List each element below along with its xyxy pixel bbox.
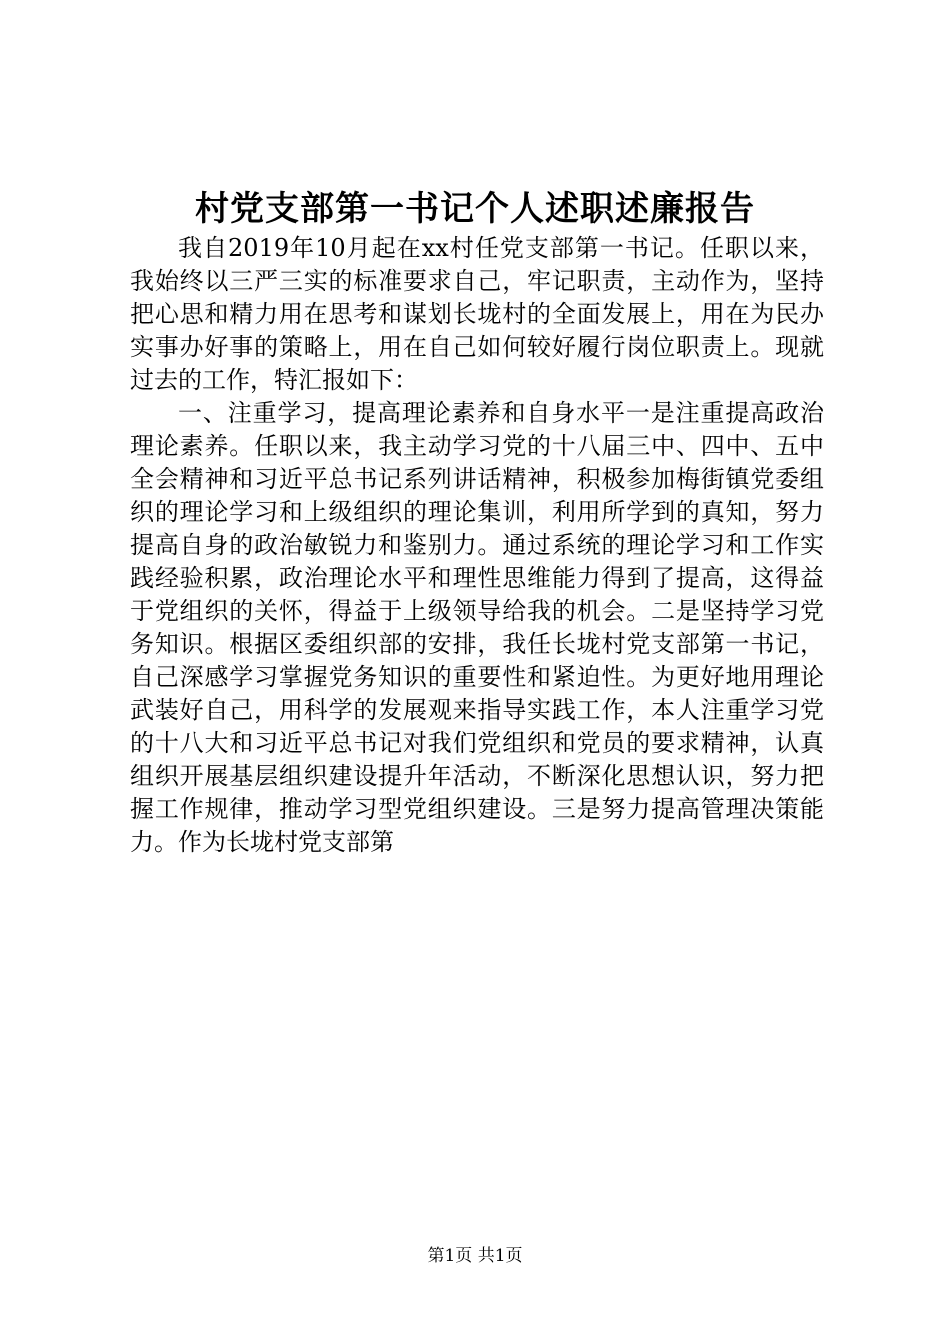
page-number-footer: 第1页 共1页 xyxy=(427,1246,523,1266)
paragraph-study: 一、注重学习，提高理论素养和自身水平一是注重提高政治理论素养。任职以来，我主动学习党的十八届三中、四中、五中全会精神和习近平总书记系列讲话精神，积极参加梅街镇党委组织的理论学习和上级组织的理论集训，利用所学到的真知，努力提高自身的政治敏锐力和鉴别力。通过系统的理论学习和工作实践经验积累，政治理论水平和理性思维能力得到了提高，这得益于党组织的关怀，得益于上级领导给我的机会。二是坚持学习党务知识。根据区委组织部的安排，我任长垅村党支部第一书记，自己深感学习掌握党务知识的重要性和紧迫性。为更好地用理论武装好自己，用科学的发展观来指导实践工作，本人注重学习党的十八大和习近平总书记对我们党组织和党员的要求精神，认真组织开展基层组织建设提升年活动，不断深化思想认识，努力把握工作规律，推动学习型党组织建设。三是努力提高管理决策能力。作为长垅村党支部第 xyxy=(130,399,824,856)
document-title: 村党支部第一书记个人述职述廉报告 xyxy=(195,189,755,229)
document-body xyxy=(130,232,824,859)
paragraph-intro: 我自2019年10月起在xx村任党支部第一书记。任职以来，我始终以三严三实的标准要求自己，牢记职责，主动作为，坚持把心思和精力用在思考和谋划长垅村的全面发展上，用在为民办实事办好事的策略上，用在自己如何较好履行岗位职责上。现就过去的工作，特汇报如下： xyxy=(130,234,824,394)
